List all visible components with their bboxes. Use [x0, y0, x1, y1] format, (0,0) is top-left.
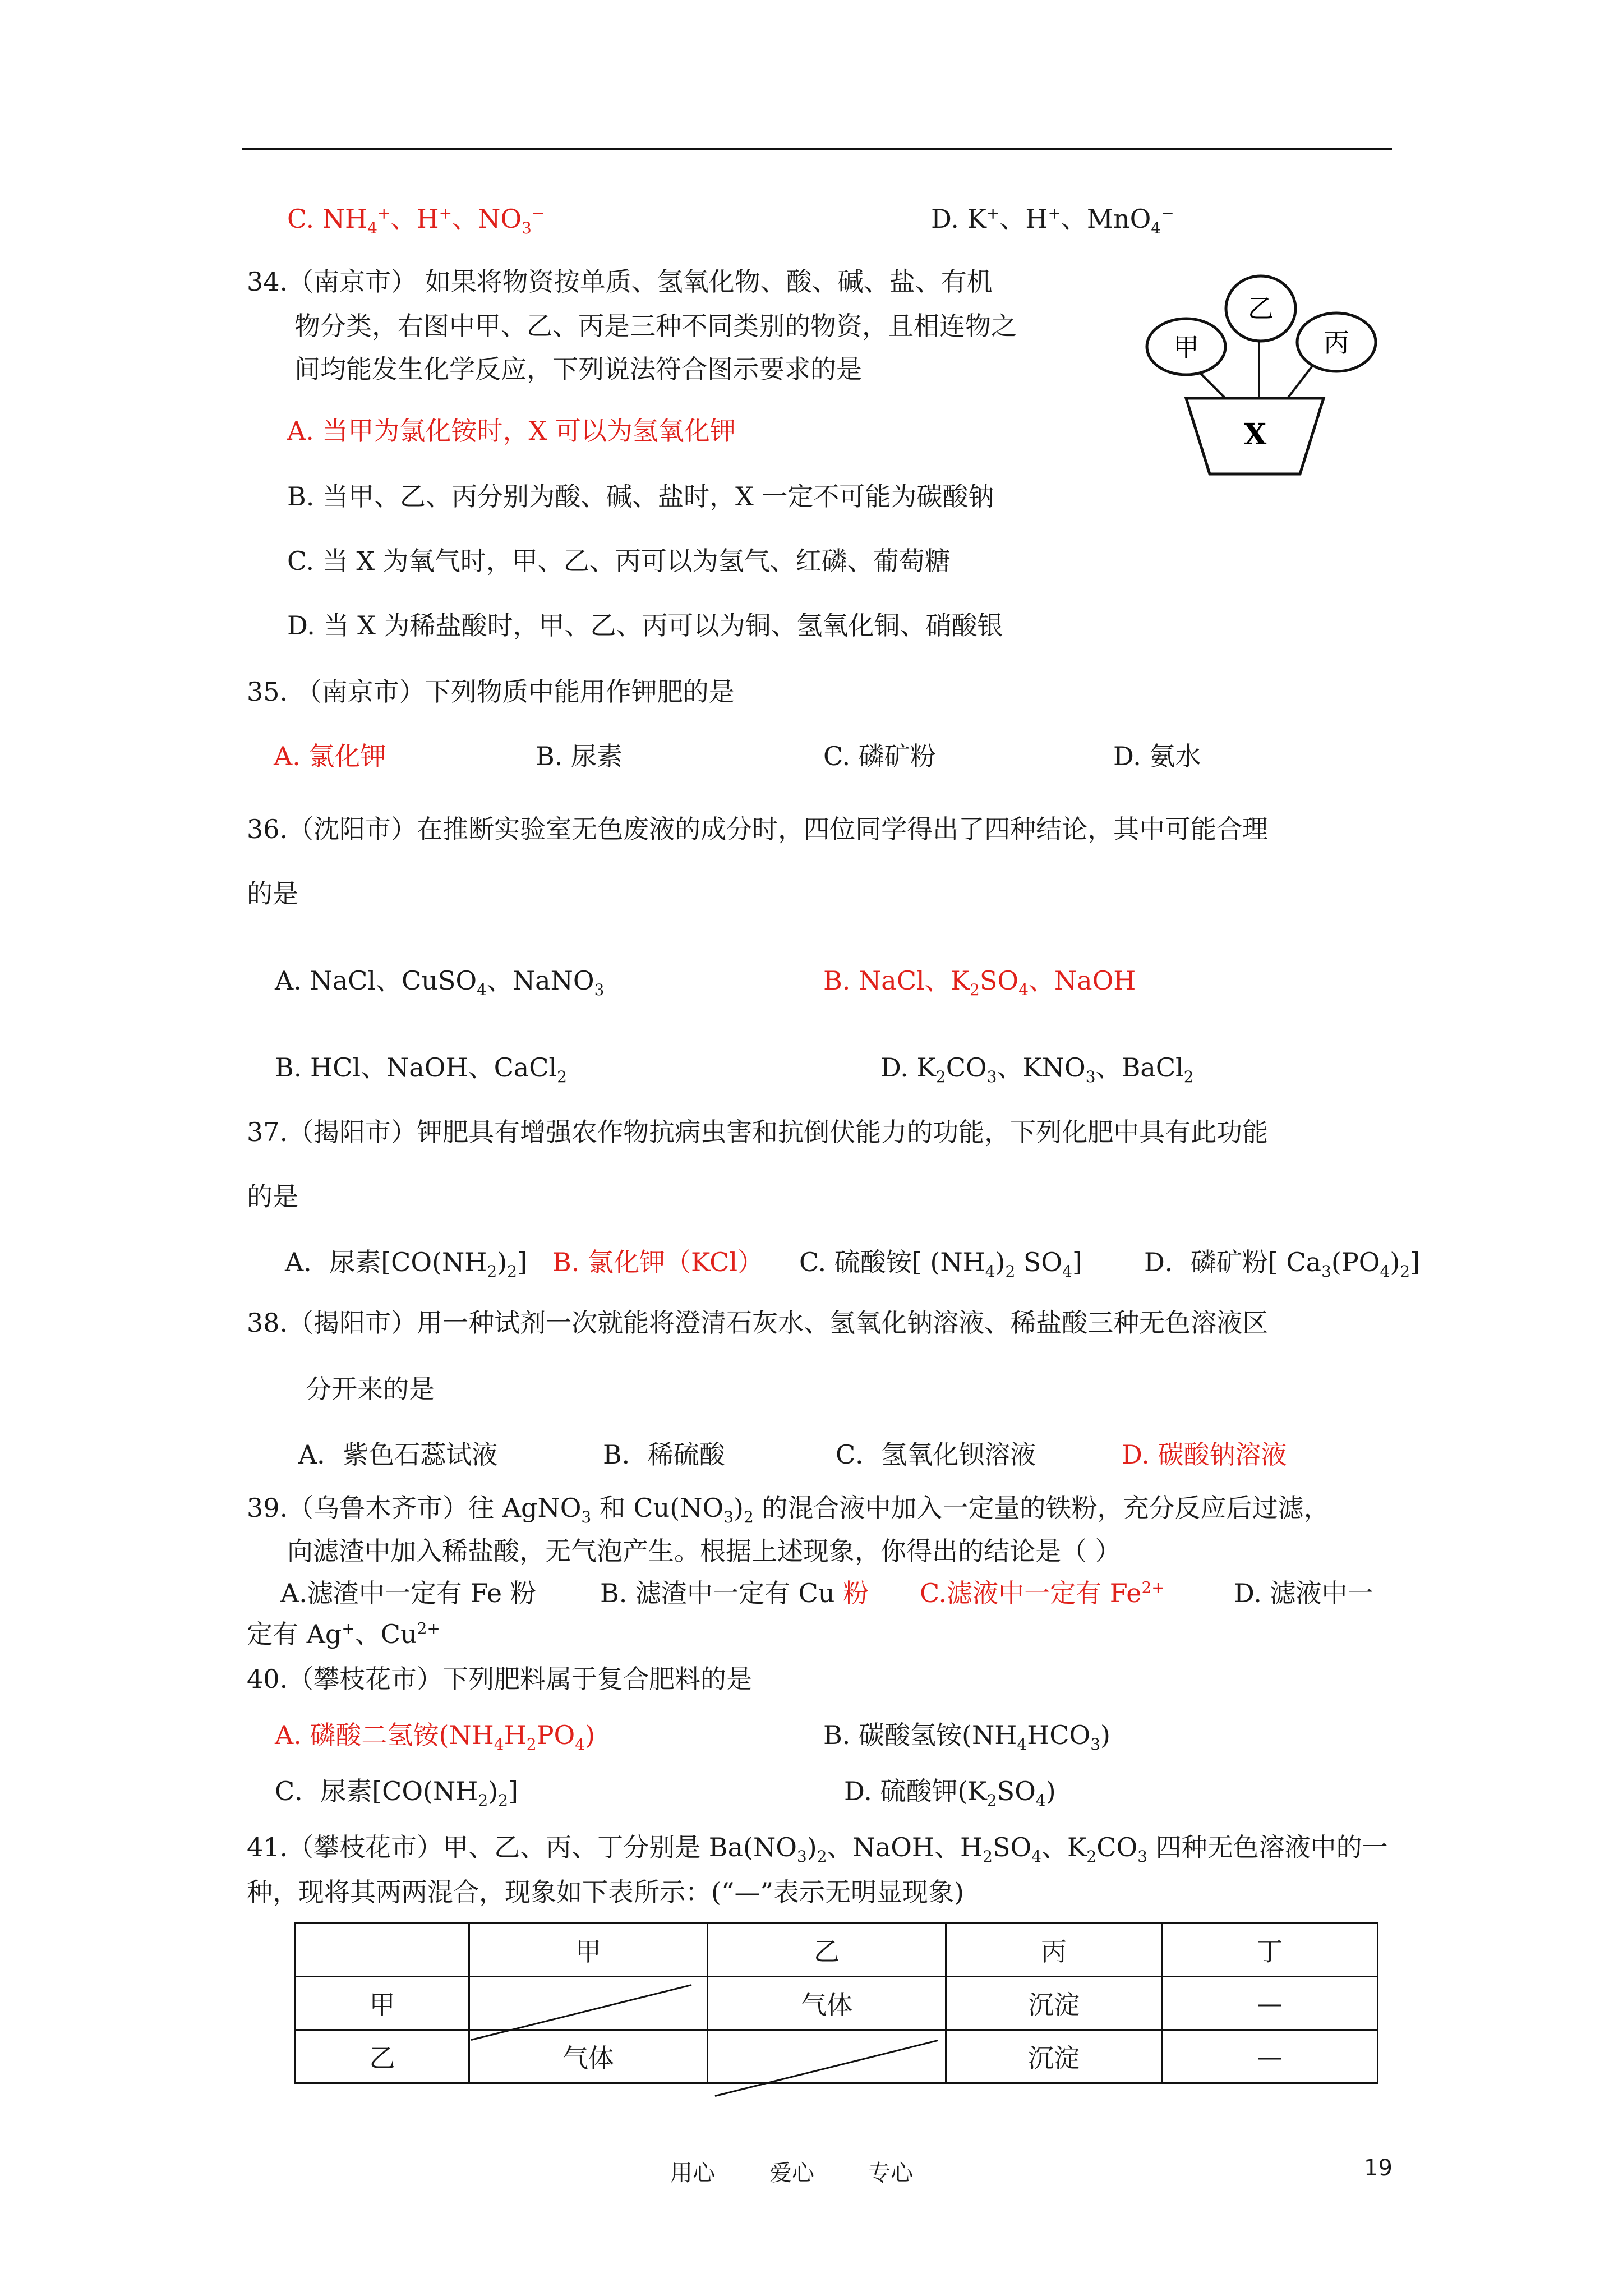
q39-stem-line2: 向滤渣中加入稀盐酸，无气泡产生。根据上述现象，你得出的结论是（ ） — [287, 1536, 1121, 1566]
table-cell: 气体 — [469, 2030, 708, 2083]
table-cell: 气体 — [708, 1977, 946, 2030]
q37-stem-line1: 37.（揭阳市）钾肥具有增强农作物抗病虫害和抗倒伏能力的功能，下列化肥中具有此功能 — [247, 1117, 1269, 1147]
table-cell: — — [1162, 1977, 1378, 2030]
table-cell: — — [1162, 2030, 1378, 2083]
footer-motto-3: 专心 — [868, 2160, 913, 2186]
footer-motto-2: 爱心 — [769, 2160, 814, 2186]
q38-option-a: A．紫色石蕊试液 — [298, 1439, 498, 1470]
q36-option-c: B. HCl、NaOH、CaCl$_2$ — [275, 1052, 567, 1087]
q41-stem-line2: 种，现将其两两混合，现象如下表所示：(“—”表示无明显现象) — [247, 1877, 964, 1907]
q35-stem: 35. （南京市）下列物质中能用作钾肥的是 — [247, 677, 735, 707]
page-number: 19 — [1364, 2155, 1393, 2181]
q34-option-b: B. 当甲、乙、丙分别为酸、碱、盐时，X 一定不可能为碳酸钠 — [287, 481, 994, 512]
q37-option-b: B. 氯化钾（KCl） — [552, 1247, 764, 1277]
q39-option-c: C.滤液中一定有 $Fe^{2+}$ — [920, 1578, 1165, 1608]
flower-bing-label: 丙 — [1324, 328, 1349, 358]
pot-x-label: X — [1243, 417, 1267, 452]
table-cell: 甲 — [469, 1924, 708, 1977]
q36-option-d: D. $K_2CO_3$、$KNO_3$、BaCl$_2$ — [880, 1052, 1194, 1087]
q41-reaction-table — [294, 1922, 1378, 2084]
q38-option-c: C．氢氧化钡溶液 — [836, 1439, 1036, 1470]
q34-stem-line1: 34.（南京市） 如果将物资按单质、氢氧化物、酸、碱、盐、有机 — [247, 266, 993, 297]
table-cell — [469, 1977, 708, 2030]
q40-option-b: B. 碳酸氢铵$(NH_4HCO_3)$ — [823, 1720, 1110, 1754]
q37-stem-line2: 的是 — [247, 1181, 298, 1212]
q34-option-d: D. 当 X 为稀盐酸时，甲、乙、丙可以为铜、氢氧化铜、硝酸银 — [287, 610, 1003, 641]
table-cell — [296, 1924, 469, 1977]
q34-stem-line2: 物分类，右图中甲、乙、丙是三种不同类别的物资，且相连物之 — [294, 311, 1017, 341]
q40-stem: 40.（攀枝花市）下列肥料属于复合肥料的是 — [247, 1664, 753, 1694]
q36-option-b: B. NaCl、$K_2SO_4$、NaOH — [823, 965, 1136, 1000]
q39-option-b: B. 滤渣中一定有 Cu 粉 — [600, 1578, 869, 1608]
table-cell: 乙 — [296, 2030, 469, 2083]
q37-option-a: A．尿素$[CO(NH_2)_2]$ — [285, 1247, 527, 1281]
q38-stem-line2: 分开来的是 — [306, 1374, 435, 1404]
q36-option-a: A. NaCl、CuSO$_4$、NaNO$_3$ — [275, 965, 605, 1000]
q40-option-a: A. 磷酸二氢铵$(NH_4H_2PO_4)$ — [275, 1720, 596, 1754]
q33-option-d: D. K+、H+、MnO$_4$− — [931, 204, 1174, 238]
q36-stem-line2: 的是 — [247, 878, 298, 909]
q39-option-b-highlight: 粉 — [843, 1578, 869, 1608]
q39-option-a: A.滤渣中一定有 Fe 粉 — [280, 1578, 536, 1608]
q37-option-d: D．磷矿粉[ $Ca_3(PO_4)_2$] — [1144, 1247, 1421, 1281]
header-rule — [242, 148, 1392, 150]
flower-yi-label: 乙 — [1248, 293, 1274, 324]
q34-flower-pot-diagram — [1133, 264, 1391, 482]
q34-stem-line3: 间均能发生化学反应，下列说法符合图示要求的是 — [294, 354, 862, 384]
q38-option-d: D. 碳酸钠溶液 — [1122, 1439, 1287, 1470]
flower-jia-label: 甲 — [1173, 332, 1199, 362]
q35-option-d: D. 氨水 — [1113, 741, 1201, 771]
table-row — [296, 2030, 1378, 2083]
q39-option-d: D. 滤液中一 — [1234, 1578, 1373, 1608]
q41-stem-line1: 41.（攀枝花市）甲、乙、丙、丁分别是 $Ba(NO_3)_2$、NaOH、$H_2SO_4$、$K_2CO_3$ 四种无色溶液中的一 — [247, 1832, 1388, 1866]
table-cell — [708, 2030, 946, 2083]
q36-stem-line1: 36.（沈阳市）在推断实验室无色废液的成分时，四位同学得出了四种结论，其中可能合理 — [247, 814, 1269, 844]
table-cell: 沉淀 — [946, 1977, 1162, 2030]
q40-option-d: D. 硫酸钾$(K_2SO_4)$ — [844, 1776, 1056, 1810]
q40-option-c: C．尿素$[CO(NH_2)_2]$ — [275, 1776, 518, 1810]
table-cell: 沉淀 — [946, 2030, 1162, 2083]
table-header-row — [296, 1924, 1378, 1977]
q38-stem-line1: 38.（揭阳市）用一种试剂一次就能将澄清石灰水、氢氧化钠溶液、稀盐酸三种无色溶液区 — [247, 1308, 1269, 1338]
q38-option-b: B．稀硫酸 — [603, 1439, 725, 1470]
q39-option-d-cont: 定有 Ag+、$Cu^{2+}$ — [247, 1619, 440, 1649]
q34-option-a: A. 当甲为氯化铵时，X 可以为氢氧化钾 — [287, 416, 736, 446]
q35-option-a: A. 氯化钾 — [274, 741, 386, 771]
q33-option-c: C. $NH_4^+$、H+、$NO_3^-$ — [287, 204, 545, 238]
table-cell: 丁 — [1162, 1924, 1378, 1977]
table-cell: 乙 — [708, 1924, 946, 1977]
q35-option-b: B. 尿素 — [536, 741, 623, 771]
q37-option-c: C. 硫酸铵[ $(NH_4)_2$ $SO_4$] — [799, 1247, 1082, 1281]
q39-stem-line1: 39.（乌鲁木齐市）往 AgNO$_3$ 和 $Cu(NO_3)_2$ 的混合液中加入一定量的铁粉，充分反应后过滤， — [247, 1493, 1330, 1527]
table-row — [296, 1977, 1378, 2030]
footer-motto-1: 用心 — [670, 2160, 715, 2186]
table-cell: 甲 — [296, 1977, 469, 2030]
table-cell: 丙 — [946, 1924, 1162, 1977]
q34-option-c: C. 当 X 为氧气时，甲、乙、丙可以为氢气、红磷、葡萄糖 — [287, 546, 951, 576]
q35-option-c: C. 磷矿粉 — [823, 741, 936, 771]
